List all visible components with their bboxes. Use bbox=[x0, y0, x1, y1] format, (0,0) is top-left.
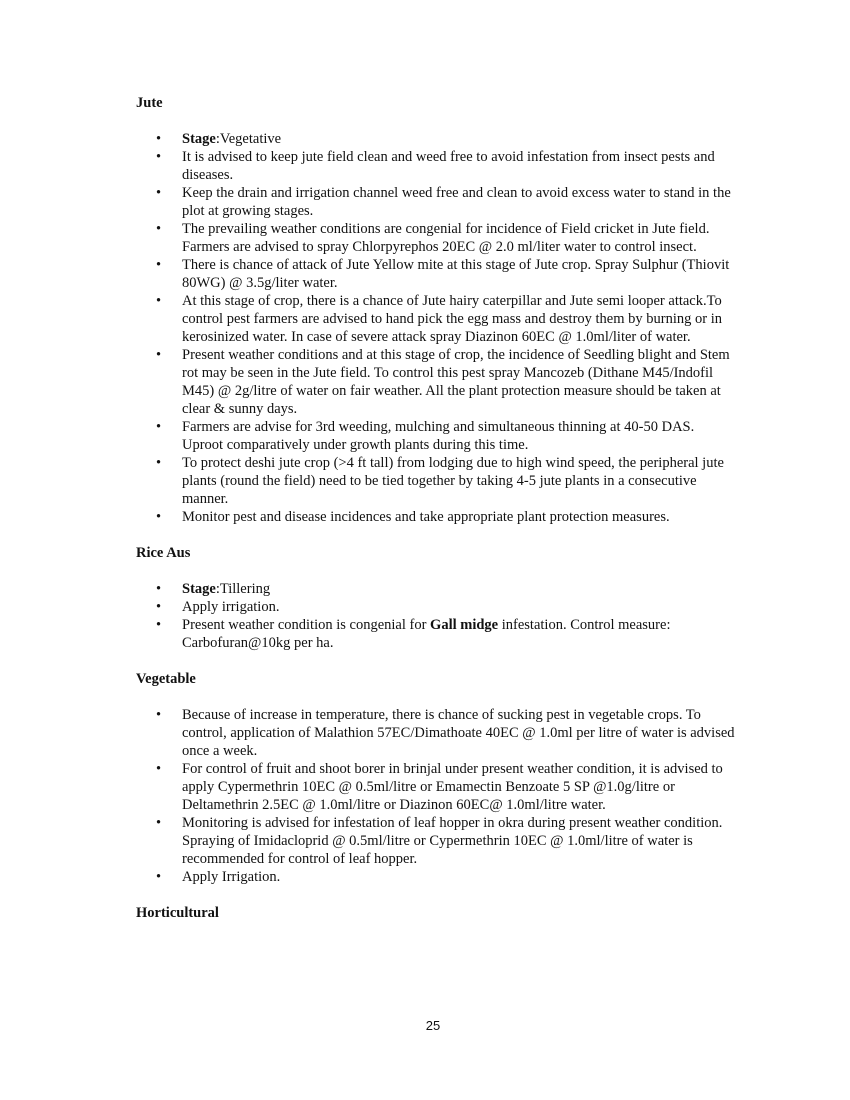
list-item: • Because of increase in temperature, there is chance of sucking pest in vegetable crops. To control, application of Malathion 57EC/Dimathoate 40EC @ 1.0ml per litre of water is advised once a week. bbox=[136, 706, 736, 760]
list-item: • Apply Irrigation. bbox=[136, 868, 736, 886]
page-number: 25 bbox=[425, 1018, 441, 1033]
list-item: • The prevailing weather conditions are congenial for incidence of Field cricket in Jute field. Farmers are advised to spray Chlorpyrephos 20EC @ 2.0 ml/liter water to control insect. bbox=[136, 220, 736, 256]
list-item: • Keep the drain and irrigation channel weed free and clean to avoid excess water to stand in the plot at growing stages. bbox=[136, 184, 736, 220]
list-item bbox=[136, 616, 736, 652]
list-item: • Monitoring is advised for infestation of leaf hopper in okra during present weather condition. Spraying of Imidacloprid @ 0.5ml/litre or Cypermethrin 10EC @ 1.0ml/litre of water is recommended for control of leaf hopper. bbox=[136, 814, 736, 868]
list-item: • There is chance of attack of Jute Yellow mite at this stage of Jute crop. Spray Sulphur (Thiovit 80WG) @ 3.5g/liter water. bbox=[136, 256, 736, 292]
list-item: • At this stage of crop, there is a chance of Jute hairy caterpillar and Jute semi looper attack.To control pest farmers are advised to hand pick the egg mass and destroy them by burning or in kerosinized water. In case of severe attack spray Diazinon 60EC @ 1.0ml/liter of water. bbox=[136, 292, 736, 346]
vegetable-list bbox=[136, 706, 736, 886]
document-body bbox=[136, 94, 736, 922]
list-item: • It is advised to keep jute field clean and weed free to avoid infestation from insect pests and diseases. bbox=[136, 148, 736, 184]
stage-label: Stage bbox=[182, 131, 216, 147]
list-item: • For control of fruit and shoot borer in brinjal under present weather condition, it is advised to apply Cypermethrin 10EC @ 0.5ml/litre or Emamectin Benzoate 5 SP @1.0g/litre or Deltamethrin 2.5EC @ 1.0ml/litre or Diazinon 60EC@ 1.0ml/litre water. bbox=[136, 760, 736, 814]
gall-text-before: Present weather condition is congenial for bbox=[182, 617, 431, 633]
jute-list bbox=[136, 130, 736, 526]
stage-value: :Tillering bbox=[215, 581, 271, 597]
section-title-jute: Jute bbox=[136, 95, 163, 111]
list-item: • Monitor pest and disease incidences and take appropriate plant protection measures. bbox=[136, 508, 736, 526]
rice-aus-list bbox=[136, 580, 736, 652]
section-title-vegetable: Vegetable bbox=[136, 671, 196, 687]
list-item: • To protect deshi jute crop (>4 ft tall) from lodging due to high wind speed, the peripheral jute plants (round the field) need to be tied together by taking 4-5 jute plants in a consecutive manner. bbox=[136, 454, 736, 508]
list-item bbox=[136, 130, 736, 148]
gall-text-after: infestation. Control measure: Carbofuran@10kg per ha. bbox=[182, 617, 671, 651]
section-title-horticultural: Horticultural bbox=[136, 905, 219, 921]
list-item: • Farmers are advise for 3rd weeding, mulching and simultaneous thinning at 40-50 DAS. Uproot comparatively under growth plants during this time. bbox=[136, 418, 736, 454]
stage-value: :Vegetative bbox=[215, 131, 282, 147]
gall-midge-term: Gall midge bbox=[430, 617, 499, 633]
list-item bbox=[136, 580, 736, 598]
stage-label: Stage bbox=[182, 581, 216, 597]
section-title-rice-aus: Rice Aus bbox=[136, 545, 191, 561]
list-item: • Present weather conditions and at this stage of crop, the incidence of Seedling blight and Stem rot may be seen in the Jute field. To control this pest spray Mancozeb (Dithane M45/Indofil M45) @ 2g/litre of water on fair weather. All the plant protection measure should be taken at clear & sunny days. bbox=[136, 346, 736, 418]
list-item: • Apply irrigation. bbox=[136, 598, 736, 616]
